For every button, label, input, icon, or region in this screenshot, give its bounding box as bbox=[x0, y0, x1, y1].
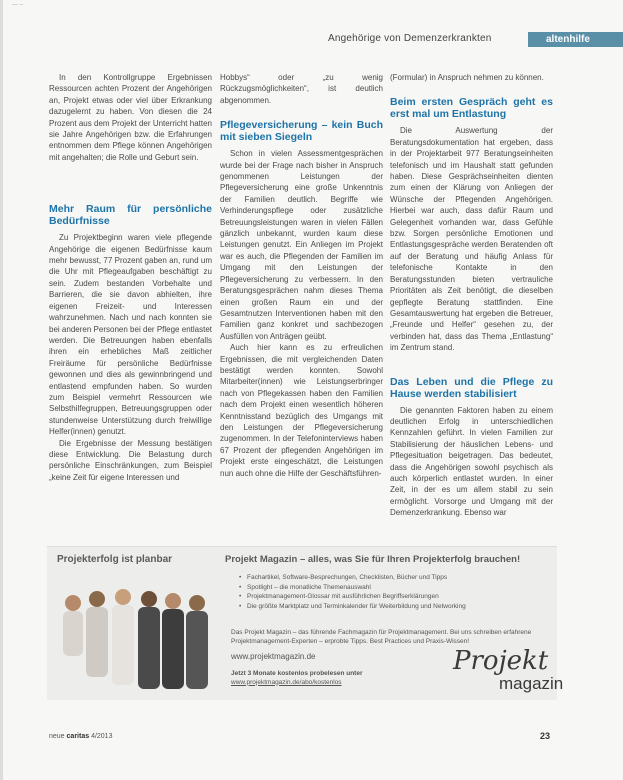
ad-slogan: Projekterfolg ist planbar bbox=[57, 554, 173, 565]
projekt-magazin-logo bbox=[451, 641, 564, 699]
logo-word: magazin bbox=[499, 674, 564, 693]
ad-url-link[interactable]: www.projektmagazin.de bbox=[231, 652, 316, 661]
subheading: Pflegeversicherung – kein Buch mit sieben Siegeln bbox=[220, 119, 383, 144]
paragraph: Die Ergebnisse der Messung bestätigen diese Entwicklung. Die Belastung durch persönliche Einschränkungen, zum Beispiel „keine Zeit für eigene Interessen und bbox=[49, 438, 212, 482]
offer-text: Jetzt 3 Monate kostenlos probelesen unter bbox=[231, 670, 363, 677]
section-tag: altenhilfe bbox=[528, 32, 623, 47]
paragraph: Zu Projektbeginn waren viele pflegende Angehörige die eigenen Bedürfnisse kaum mehr bewusst, 77 Prozent gaben an, rund um die Uhr mit Pflegeaufgaben beschäftigt zu sein. Zudem bestanden Vorbehalte und Barrieren, die sie davon abhielten, ihre eigenen Freizeit- und Interessen wahrzunehmen. Nach und nach konnten sie bei anderen Personen bei der Pflege entlastet werden. Die Betreuungen haben ebenfalls ihren ein erhebliches Maß zeitlicher Freiräume für persönliche Bedürfnisse gewonnen und dies als gewinnbringend und entlastend empfunden haben. So wurden zum Beispiel vermehrt Ressourcen wie Selbsthilfegruppen, Betreuungsgruppen oder stundenweise Unterstützung durch freiwillige Helfer(innen) genutzt. bbox=[49, 233, 212, 437]
page-edge bbox=[0, 0, 3, 780]
paragraph: Auch hier kann es zu erfreulichen Ergebnissen, die mit vergleichenden Daten bestätigt werden konnten. Sowohl Mitarbeiter(innen) wie Leistungserbringer nach von Pflegekassen haben den Familien nach dem Projekt einen wesentlich höheren Kenntnisstand bezüglich des Umgangs mit den Leistungen der Pflegeversicherung zugenommen. In der Telefoninterviews haben 67 Prozent der pflegenden Angehörigen im Projekt erste eingeschätzt, die Leistungen nun auch ohne die Hilfe der Geschäftsführen- bbox=[220, 343, 383, 478]
list-item: • Fachartikel, Software-Besprechungen, Checklisten, Bücher und Tipps bbox=[239, 573, 549, 583]
ad-feature-list bbox=[239, 573, 549, 611]
ad-headline: Projekt Magazin – alles, was Sie für Ihren Projekterfolg brauchen! bbox=[225, 554, 521, 565]
ad-description: Das Projekt Magazin – das führende Fachmagazin für Projektmanagement. Bei uns schreiben erfahrene Projektmanagement-Experten – erprobte Tipps. Best Practices und Praxis-Wissen! bbox=[231, 629, 532, 645]
footer-magazine bbox=[49, 733, 112, 740]
subheading: Das Leben und die Pflege zu Hause werden stabilisiert bbox=[390, 375, 553, 400]
list-item: • Spotlight – die monatliche Themenauswahl bbox=[239, 583, 549, 593]
team-photo bbox=[49, 573, 225, 695]
list-item: • Projektmanagement-Glossar mit ausführlichen Begriffserklärungen bbox=[239, 592, 549, 602]
running-title: Angehörige von Demenzerkrankten bbox=[328, 33, 492, 44]
issue-number: 4/2013 bbox=[91, 733, 113, 740]
subheading: Beim ersten Gespräch geht es erst mal um Entlastung bbox=[390, 96, 553, 121]
list-item: • Die größte Marktplatz und Terminkalender für Weiterbildung und Networking bbox=[239, 602, 549, 612]
paragraph: (Formular) in Anspruch nehmen zu können. bbox=[390, 73, 544, 82]
page-number: 23 bbox=[540, 731, 551, 741]
article-column-2 bbox=[220, 72, 383, 479]
advertisement bbox=[47, 546, 564, 700]
paragraph: Die Auswertung der Beratungsdokumentation hat ergeben, dass in der Projektarbeit 977 Beratungseinheiten telefonisch und im Haushalt statt gefunden haben. Diese Gesprächseinheiten dienten zum einen der Klärung von Anliegen der Wünsche der Pflegenden Angehörigen. Hierbei war auch, dass dafür Raum und Gelegenheit vorhanden war, dass Gefühle bzw. Sorgen persönliche Emotionen und Entlastungsgespräche werden Beratenden oft auf der Beratung und häufig Anlass für telefonische Kontakte in den Beratungsstunden bieten vertrauliche Prioritäten als Zeit benötigt, die dieselben gepflegte Beratung stattfinden. Eine Gesamtauswertung hat ergeben die Betreuer, „Freunde und Helfer“ gesehen zu, der verbinden hat, dass das Thema „Entlastung“ im Zentrum stand. bbox=[390, 126, 553, 353]
article-column-3 bbox=[390, 72, 553, 519]
subheading: Mehr Raum für persönliche Bedürfnisse bbox=[49, 203, 212, 228]
paragraph: In den Kontrollgruppe Ergebnissen Ressourcen achten Prozent der Angehörigen an, Projekt etwas oder viel über Erkrankung dazugelernt zu haben. Von diesen die 24 Prozent aus dem Projekt der Unterricht hatten sie Jahre Angehörigen bzw. die Erfahrungen entnommen dem Pflege können Angehörigen mit angehalten; die Rolle und Geburt sein. bbox=[49, 73, 212, 162]
magazine-name-plain: neue bbox=[49, 733, 67, 740]
offer-link[interactable]: www.projektmagazin.de/abo/kostenlos bbox=[231, 678, 342, 686]
page-header bbox=[238, 33, 623, 47]
logo-word: Projekt bbox=[453, 646, 549, 676]
magazine-name-bold: caritas bbox=[66, 733, 90, 740]
article-column-1 bbox=[49, 72, 212, 483]
crop-mark: — – bbox=[12, 2, 24, 8]
ad-offer bbox=[231, 670, 362, 687]
paragraph: Schon in vielen Assessmentgesprächen wurde bei der Frage nach bisher in Anspruch genommenen Leistungen der Pflegeversicherung eine große Unkenntnis der Familien deutlich. Begriffe wie Verhinderungspflege oder zusätzliche Betreuungsleistungen waren in vielen Fällen gänzlich unbekannt, wurden kaum diese Leistungen genutzt. Ein Anliegen im Projekt war es auch, die Pflegenden der Familien im Umgang mit den Leistungen der Pflegeversicherung zu verbessern. In den Beratungsgesprächen nahm dieses Thema einen großen Raum ein und der Gesamtnutzen Interventionen haben mit den Familien ganz konkret und sachbezogen Ausfüllen von Anträgen geübt. bbox=[220, 149, 383, 341]
paragraph: Hobbys“ oder „zu wenig Rückzugsmöglichkeiten“, ist deutlich abgenommen. bbox=[220, 73, 383, 105]
paragraph: Die genannten Faktoren haben zu einem deutlichen Erfolg in unterschiedlichen Kennzahlen geführt. In vielen Familien zur Stabilisierung der häuslichen Lebens- und Pflegesituation beigetragen. Das bedeutet, dass die Angehörigen sowohl psychisch als auch körperlich entlastet wurden. In einer Zeit, in der es um allem stabil zu sein ermöglicht. Vorsorge und Umgang mit der Demenzerkrankung. Ebenso war bbox=[390, 405, 553, 518]
